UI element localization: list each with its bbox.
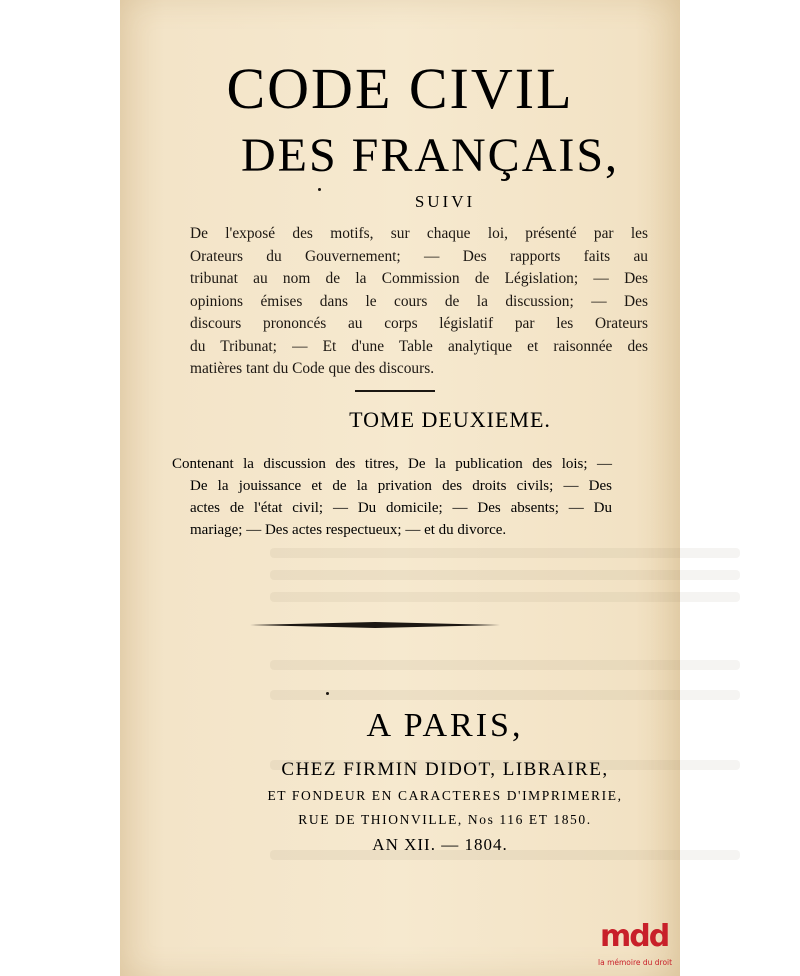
bleed-through-line — [270, 660, 740, 670]
imprint-city: A PARIS, — [366, 707, 524, 744]
title-line-1: CODE CIVIL — [226, 56, 574, 121]
contents-line: actes de l'état civil; — Du domicile; — Des absents; — Du — [190, 500, 612, 516]
title-line-2: DES FRANÇAIS, — [240, 129, 620, 182]
bleed-through-line — [270, 570, 740, 580]
description-line: tribunat au nom de la Commission de Législation; — Des — [190, 270, 648, 287]
contents-line: mariage; — Des actes respectueux; — et du divorce. — [190, 522, 507, 538]
imprint-line-3: RUE DE THIONVILLE, Nos 116 ET 1850. — [298, 812, 592, 827]
contents-paragraph — [172, 453, 612, 541]
description-line: Orateurs du Gouvernement; — Des rapports faits au — [190, 247, 648, 265]
imprint-line-2: ET FONDEUR EN CARACTERES D'IMPRIMERIE, — [267, 788, 623, 803]
imprint-publisher: CHEZ FIRMIN DIDOT, LIBRAIRE, — [281, 759, 609, 780]
logo-tagline: la mémoire du droit — [598, 958, 673, 967]
mdd-logo — [598, 921, 680, 971]
bleed-through-line — [270, 690, 740, 700]
description-line: opinions émises dans le cours de la discussion; — Des — [190, 292, 648, 310]
ink-dot — [318, 188, 321, 191]
description-line: du Tribunat; — Et d'une Table analytique et raisonnée des — [190, 337, 648, 355]
bleed-through-line — [270, 592, 740, 602]
ink-dot — [326, 692, 329, 695]
title-line-3: SUIVI — [414, 192, 476, 211]
description-line: De l'exposé des motifs, sur chaque loi, présenté par les — [190, 225, 648, 242]
bleed-through-line — [270, 548, 740, 558]
ornamental-rule — [250, 622, 500, 626]
contents-line: De la jouissance et de la privation des droits civils; — Des — [190, 478, 612, 494]
divider-rule — [355, 390, 435, 392]
imprint-date: AN XII. — 1804. — [372, 835, 508, 854]
description-line: matières tant du Code que des discours. — [190, 360, 435, 377]
description-line: discours prononcés au corps législatif par les Orateurs — [190, 315, 648, 332]
volume-title: TOME DEUXIEME. — [349, 407, 551, 432]
logo-text: mdd — [600, 919, 669, 954]
contents-line: Contenant la discussion des titres, De la publication des lois; — — [172, 456, 612, 472]
description-paragraph — [190, 223, 648, 381]
